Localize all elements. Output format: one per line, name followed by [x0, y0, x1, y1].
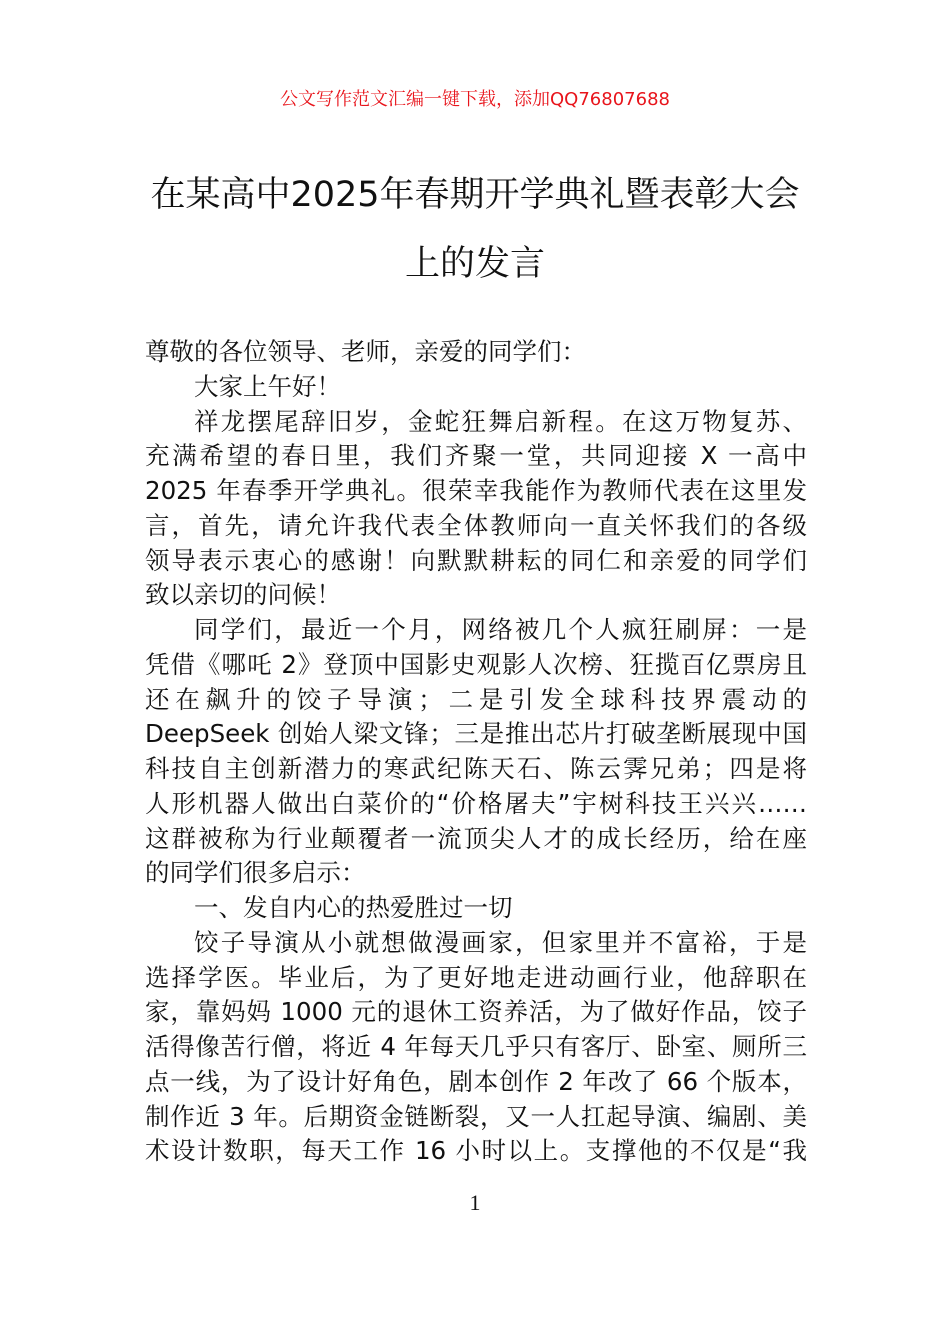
- download-ad-header: 公文写作范文汇编一键下载，添加QQ76807688: [280, 89, 670, 110]
- text-line: 凭借《哪吒 2》登顶中国影史观影人次榜、狂揽百亿票房且: [145, 649, 807, 679]
- text-line: 尊敬的各位领导、老师，亲爱的同学们：: [145, 337, 586, 366]
- document-title-line-2: 上的发言: [404, 244, 545, 284]
- text-line: DeepSeek 创始人梁文锋；三是推出芯片打破垄断展现中国: [145, 719, 807, 749]
- text-line: 大家上午好！: [194, 371, 341, 401]
- text-line: 饺子导演从小就想做漫画家，但家里并不富裕，于是: [194, 927, 807, 957]
- text-line: 选择学医。毕业后，为了更好地走进动画行业，他辞职在: [145, 962, 807, 992]
- text-line: 的同学们很多启示：: [145, 858, 366, 888]
- text-line: 还在飙升的饺子导演；二是引发全球科技界震动的: [145, 684, 807, 714]
- text-line: 科技自主创新潜力的寒武纪陈天石、陈云霁兄弟；四是将: [145, 754, 807, 783]
- page-number: 1: [469, 1190, 481, 1215]
- text-line: 活得像苦行僧，将近 4 年每天几乎只有客厅、卧室、厕所三: [145, 1032, 807, 1061]
- text-line: 充满希望的春日里，我们齐聚一堂，共同迎接 X 一高中: [145, 441, 807, 471]
- text-line: 致以亲切的问候！: [145, 580, 341, 610]
- text-line: 一、发自内心的热爱胜过一切: [194, 893, 513, 922]
- text-line: 言，首先，请允许我代表全体教师向一直关怀我们的各级: [145, 510, 807, 540]
- text-line: 人形机器人做出白菜价的“价格屠夫”宇树科技王兴兴……: [145, 788, 807, 818]
- text-line: 领导表示衷心的感谢！向默默耕耘的同仁和亲爱的同学们: [145, 545, 807, 575]
- text-line: 2025 年春季开学典礼。很荣幸我能作为教师代表在这里发: [145, 476, 807, 505]
- text-line: 制作近 3 年。后期资金链断裂，又一人扛起导演、编剧、美: [145, 1101, 807, 1131]
- text-line: 家，靠妈妈 1000 元的退休工资养活，为了做好作品，饺子: [145, 997, 807, 1027]
- text-line: 同学们，最近一个月，网络被几个人疯狂刷屏：一是: [194, 615, 807, 644]
- text-line: 祥龙摆尾辞旧岁，金蛇狂舞启新程。在这万物复苏、: [194, 406, 807, 436]
- text-line: 这群被称为行业颠覆者一流顶尖人才的成长经历，给在座: [145, 823, 807, 853]
- text-line: 术设计数职，每天工作 16 小时以上。支撑他的不仅是“我: [145, 1136, 807, 1166]
- document-body: [145, 335, 807, 1169]
- document-title-line-1: 在某高中2025年春期开学典礼暨表彰大会: [150, 175, 800, 215]
- text-line: 点一线，为了设计好角色，剧本创作 2 年改了 66 个版本，: [145, 1066, 807, 1096]
